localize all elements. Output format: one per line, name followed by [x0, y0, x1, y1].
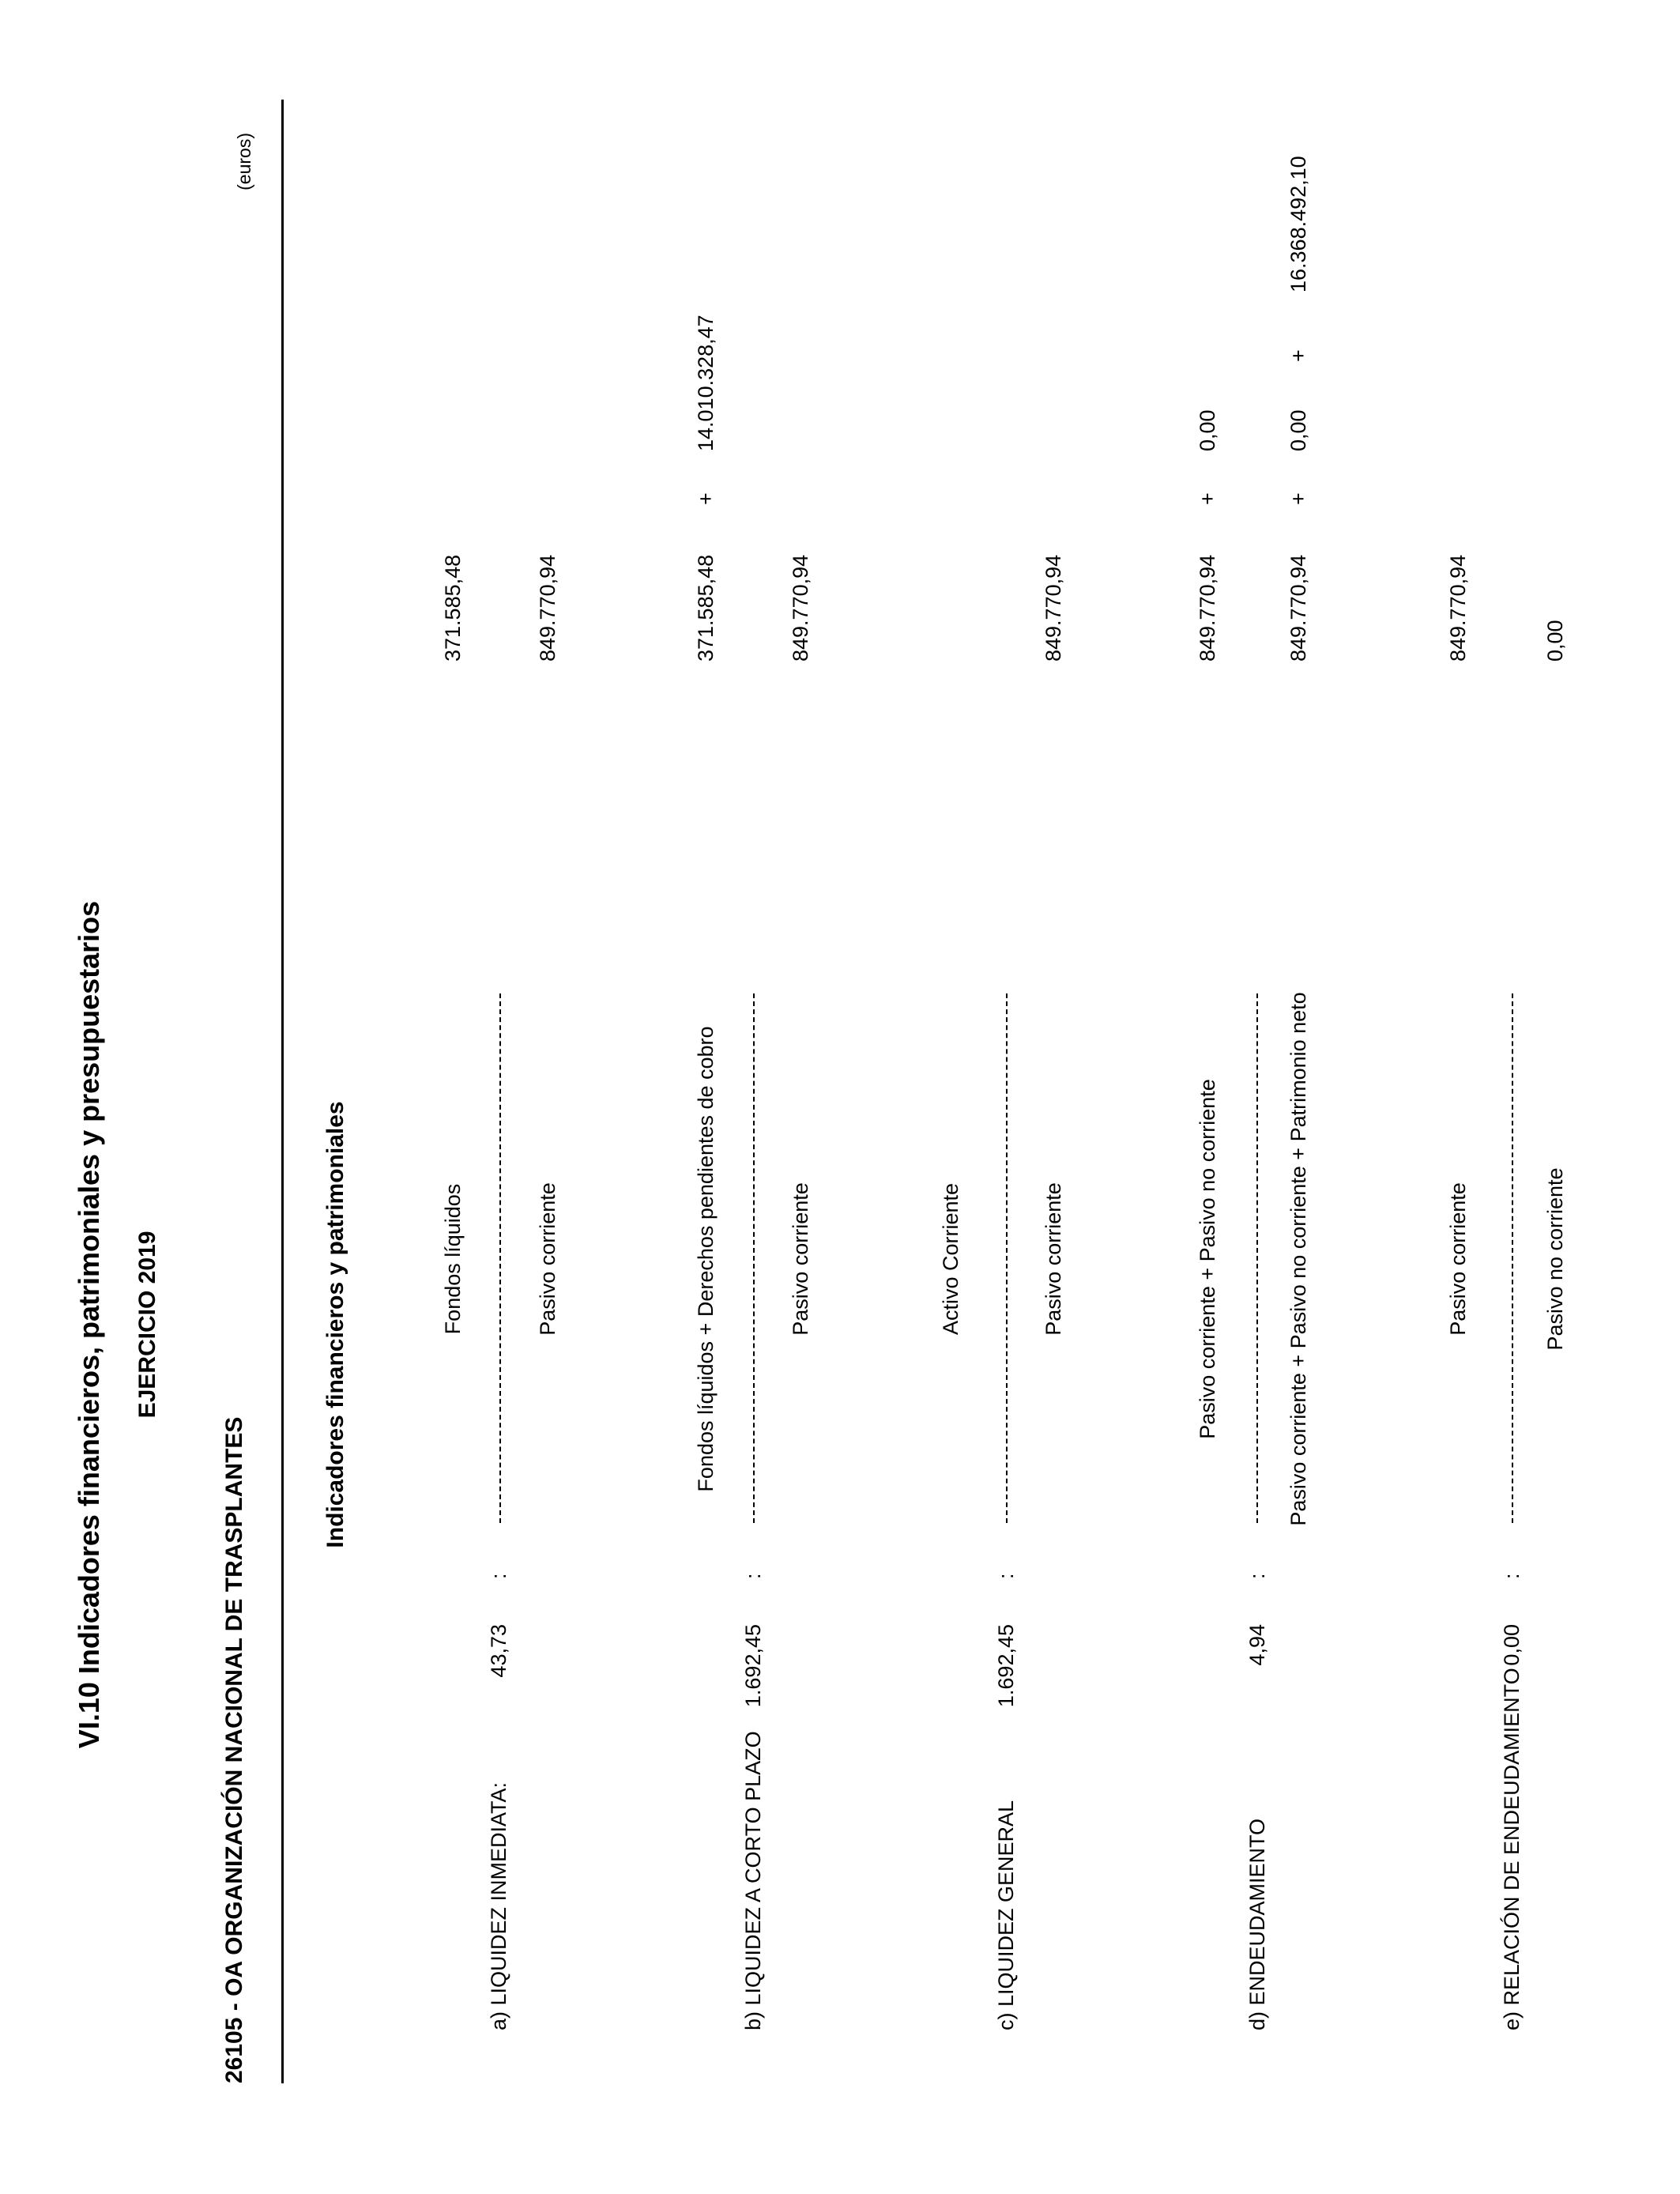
indicator-b-num-value-2: 14.010.328,47 [694, 315, 718, 451]
indicator-e-denominator: Pasivo no corriente [1543, 1167, 1567, 1351]
indicator-a-denominator: Pasivo corriente [536, 1182, 559, 1336]
indicator-d-fraction-line [1256, 993, 1258, 1523]
indicator-c-denominator: Pasivo corriente [1042, 1182, 1065, 1336]
indicator-a-fraction-line [499, 993, 501, 1523]
indicator-b-value: 1.692,45 [741, 1624, 765, 1708]
indicator-a-den-value-1: 849.770,94 [536, 554, 559, 662]
indicator-b-num-value-1: 371.585,48 [694, 554, 718, 662]
indicator-e-fraction-line [1512, 993, 1513, 1523]
indicator-c-den-value-1: 849.770,94 [1042, 554, 1065, 662]
indicator-a-numerator: Fondos líquidos [441, 1183, 465, 1335]
indicator-d-numerator: Pasivo corriente + Pasivo no corriente [1196, 1079, 1219, 1439]
indicator-d-num-value-2: 0,00 [1196, 409, 1219, 451]
indicator-b-numerator: Fondos líquidos + Derechos pendientes de cobro [694, 1026, 718, 1492]
indicator-c-value: 1.692,45 [994, 1624, 1018, 1708]
indicator-d-den-value-2: 0,00 [1286, 409, 1310, 451]
units-label: (euros) [234, 133, 254, 190]
indicator-e-num-value-1: 849.770,94 [1446, 554, 1470, 662]
entity-name: 26105 - OA ORGANIZACIÓN NACIONAL DE TRASPLANTES [221, 1416, 247, 2083]
indicator-d-den-value-1: 849.770,94 [1286, 554, 1310, 662]
indicator-c-colon: : [994, 1573, 1018, 1579]
indicator-c-label: c) LIQUIDEZ GENERAL [994, 1800, 1018, 2030]
indicator-d-den-plus-1: + [1286, 492, 1310, 505]
indicator-e-colon: : [1500, 1573, 1524, 1579]
year-label: EJERCICIO 2019 [134, 1231, 160, 1419]
section-title: Indicadores financieros y patrimoniales [322, 1101, 348, 1548]
indicator-d-den-plus-2: + [1286, 349, 1310, 362]
indicator-a-value: 43,73 [487, 1624, 510, 1678]
indicator-d-den-value-3: 16.368.492,10 [1286, 156, 1310, 292]
indicator-b-num-plus: + [694, 492, 718, 505]
header-rule [281, 100, 284, 2083]
indicator-b-fraction-line [753, 993, 755, 1523]
indicator-b-colon: : [741, 1573, 765, 1579]
indicator-e-value: 0,00 [1500, 1624, 1524, 1666]
indicator-b-den-value-1: 849.770,94 [789, 554, 812, 662]
indicator-e-label: e) RELACIÓN DE ENDEUDAMIENTO [1500, 1668, 1524, 2030]
indicator-b-label: b) LIQUIDEZ A CORTO PLAZO [741, 1731, 765, 2030]
indicator-c-fraction-line [1006, 993, 1008, 1523]
indicator-d-num-plus: + [1196, 492, 1219, 505]
indicator-d-value: 4,94 [1245, 1624, 1269, 1666]
document-title: VI.10 Indicadores financieros, patrimoniales y presupuestarios [73, 900, 105, 1749]
indicator-b-denominator: Pasivo corriente [789, 1182, 812, 1336]
indicator-a-colon: : [487, 1573, 510, 1579]
indicator-d-num-value-1: 849.770,94 [1196, 554, 1219, 662]
indicator-a-label: a) LIQUIDEZ INMEDIATA: [487, 1781, 510, 2030]
indicator-e-den-value-1: 0,00 [1543, 620, 1567, 662]
indicator-e-numerator: Pasivo corriente [1446, 1182, 1470, 1336]
indicator-d-label: d) ENDEUDAMIENTO [1245, 1818, 1269, 2030]
indicator-d-colon: : [1245, 1573, 1269, 1579]
indicator-d-denominator: Pasivo corriente + Pasivo no corriente + Patrimonio neto [1286, 992, 1310, 1526]
indicator-a-num-value-1: 371.585,48 [441, 554, 465, 662]
indicator-c-numerator: Activo Corriente [939, 1182, 962, 1336]
